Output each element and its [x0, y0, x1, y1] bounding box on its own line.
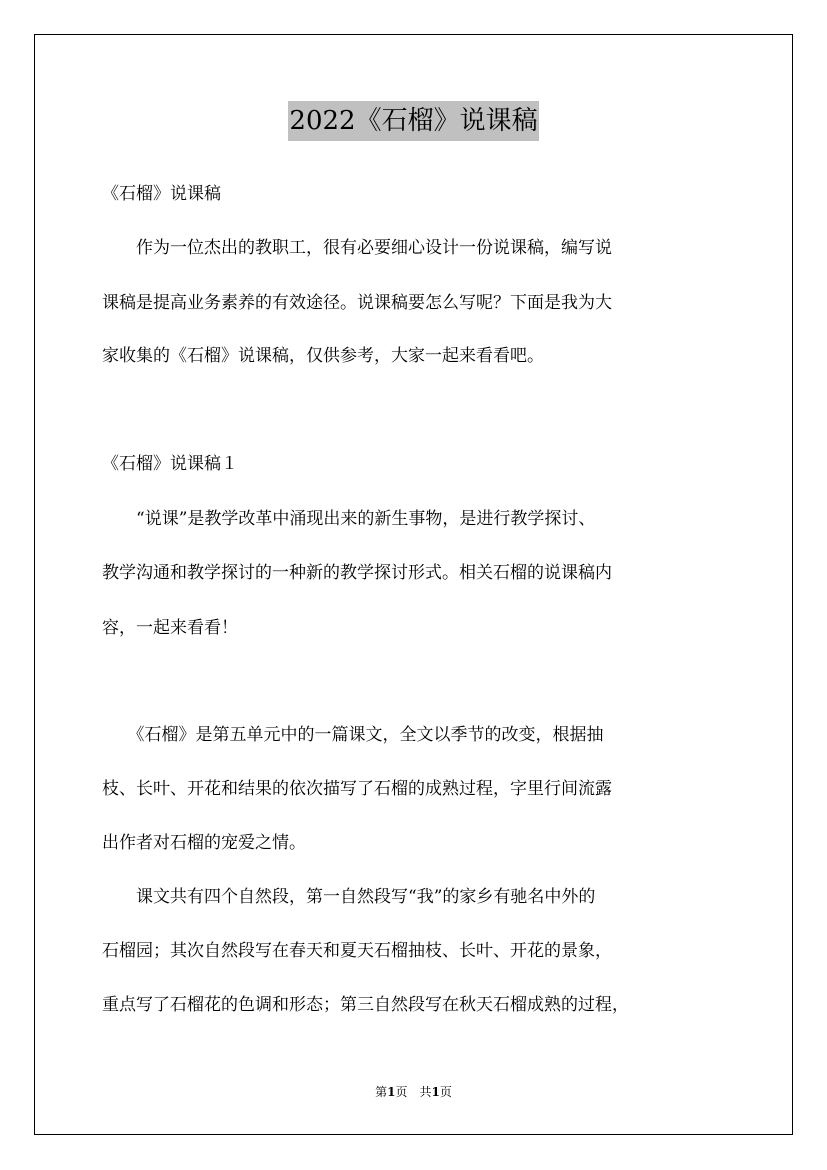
- paragraph-line: 容，一起来看看！: [102, 618, 238, 638]
- footer-page-mid: 页 共: [395, 1085, 432, 1099]
- footer-page-prefix: 第: [375, 1085, 388, 1099]
- paragraph-line: 枝、长叶、开花和结果的依次描写了石榴的成熟过程，字里行间流露: [102, 779, 612, 799]
- footer-page-suffix: 页: [439, 1085, 452, 1099]
- paragraph-line: “说课”是教学改革中涌现出来的新生事物，是进行教学探讨、: [102, 509, 596, 529]
- section-heading-1: 《石榴》说课稿１: [102, 454, 238, 474]
- page-footer: [0, 1084, 827, 1100]
- paragraph-line: 课文共有四个自然段，第一自然段写“我”的家乡有驰名中外的: [102, 887, 596, 907]
- footer-page-number: 1: [387, 1085, 396, 1099]
- title-container: [0, 101, 827, 141]
- section-heading-intro: 《石榴》说课稿: [102, 184, 221, 204]
- paragraph-line: 《石榴》是第五单元中的一篇课文，全文以季节的改变，根据抽: [102, 725, 604, 745]
- paragraph-line: 课稿是提高业务素养的有效途径。说课稿要怎么写呢？下面是我为大: [102, 293, 612, 313]
- footer-page-total: 1: [431, 1085, 440, 1099]
- paragraph-line: 教学沟通和教学探讨的一种新的教学探讨形式。相关石榴的说课稿内: [102, 563, 612, 583]
- paragraph-line: 重点写了石榴花的色调和形态；第三自然段写在秋天石榴成熟的过程，: [102, 995, 629, 1015]
- paragraph-line: 家收集的《石榴》说课稿，仅供参考，大家一起来看看吧。: [102, 346, 544, 366]
- document-title: 2022《石榴》说课稿: [288, 101, 538, 141]
- paragraph-line: 石榴园；其次自然段写在春天和夏天石榴抽枝、长叶、开花的景象，: [102, 941, 612, 961]
- paragraph-line: 作为一位杰出的教职工，很有必要细心设计一份说课稿，编写说: [102, 238, 612, 258]
- paragraph-line: 出作者对石榴的宠爱之情。: [102, 833, 306, 853]
